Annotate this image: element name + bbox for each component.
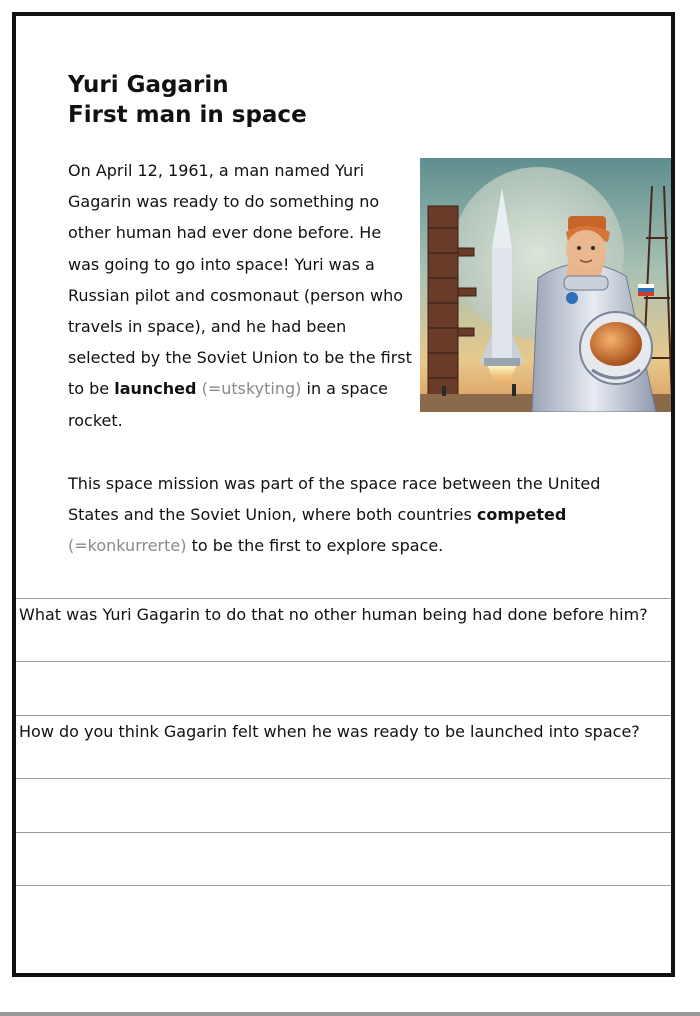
intro-text: On April 12, 1961, a man named Yuri Gagarin was ready to do something no other human had ever done before. He was going to go into space! Yuri was a Russian pilot and cosmonaut (person who travels in space), and he had been selected by the Soviet Union to be the first to be bbox=[68, 161, 412, 399]
question-table bbox=[16, 598, 671, 886]
title-name: Yuri Gagarin bbox=[68, 72, 229, 98]
space-race-text-end: to be the first to explore space. bbox=[186, 536, 444, 556]
answer-field-1[interactable] bbox=[16, 661, 671, 715]
vocab-word-competed: competed bbox=[476, 505, 567, 525]
worksheet-page bbox=[12, 12, 675, 977]
answer-field-2a[interactable] bbox=[16, 778, 671, 832]
question-1-text: What was Yuri Gagarin to do that no other human being had done before him? bbox=[19, 605, 648, 624]
question-2-text: How do you think Gagarin felt when he was ready to be launched into space? bbox=[19, 722, 640, 741]
space-race-text: This space mission was part of the space race between the United States and the Soviet Union, where both countries bbox=[68, 474, 601, 525]
question-row-2 bbox=[16, 715, 671, 778]
page-bottom-edge bbox=[0, 1012, 700, 1016]
vocab-gloss-competed: (=konkurrerte) bbox=[68, 536, 187, 556]
vocab-gloss-launched: (=utskyting) bbox=[201, 379, 302, 399]
question-row-1 bbox=[16, 598, 671, 661]
intro-paragraph bbox=[68, 155, 414, 436]
vocab-word-launched: launched bbox=[114, 379, 197, 399]
space-race-paragraph bbox=[68, 468, 608, 562]
page-title bbox=[68, 70, 307, 130]
intro-text-end: in a space rocket. bbox=[68, 379, 388, 430]
title-subtitle: First man in space bbox=[68, 102, 307, 128]
answer-field-2b[interactable] bbox=[16, 832, 671, 886]
cosmonaut-illustration bbox=[420, 158, 674, 412]
